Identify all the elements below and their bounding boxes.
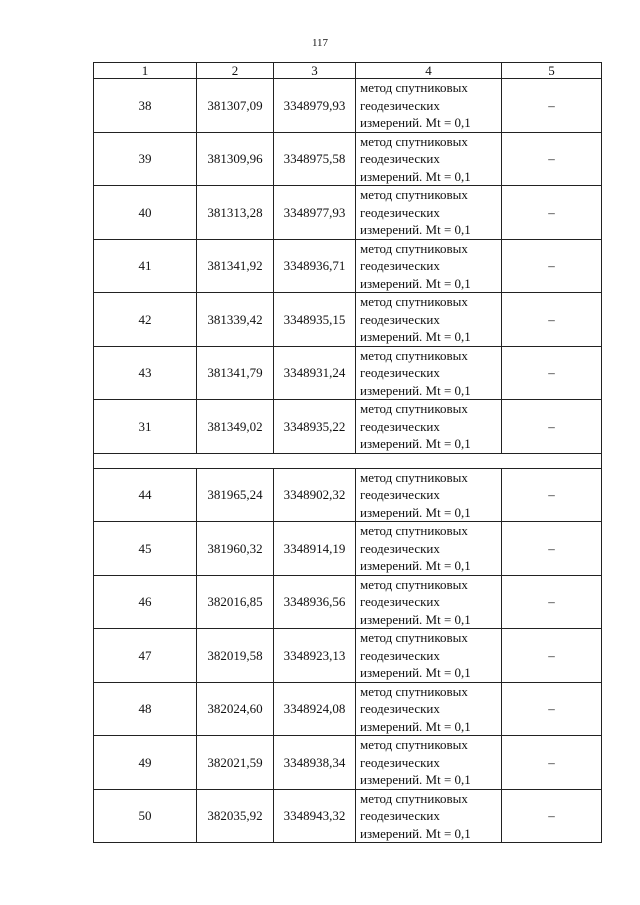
- method-cell: [356, 522, 502, 576]
- y-coordinate-cell: 3348931,24: [274, 346, 356, 400]
- method-line: измерений. Mt = 0,1: [360, 504, 471, 520]
- method-line: метод спутниковых: [360, 294, 468, 309]
- coordinates-table-body: [94, 63, 602, 843]
- method-line: геодезических: [360, 754, 440, 770]
- method-line: геодезических: [360, 594, 440, 609]
- method-line: геодезических: [360, 487, 440, 502]
- note-cell: –: [502, 239, 602, 293]
- method-line: метод спутниковых: [360, 401, 468, 416]
- note-cell: –: [502, 186, 602, 240]
- method-cell: [356, 346, 502, 400]
- point-number-cell: 45: [94, 522, 197, 576]
- table-row: [94, 682, 602, 736]
- method-line: измерений. Mt = 0,1: [360, 382, 471, 398]
- point-number-cell: 46: [94, 575, 197, 629]
- x-coordinate-cell: 381965,24: [197, 468, 274, 522]
- table-row: [94, 575, 602, 629]
- table-row: [94, 789, 602, 843]
- y-coordinate-cell: 3348979,93: [274, 79, 356, 133]
- x-coordinate-cell: 382019,58: [197, 629, 274, 683]
- note-cell: –: [502, 522, 602, 576]
- point-number-cell: 40: [94, 186, 197, 240]
- method-line: измерений. Mt = 0,1: [360, 718, 471, 734]
- y-coordinate-cell: 3348924,08: [274, 682, 356, 736]
- coordinates-table: [93, 62, 602, 843]
- note-cell: –: [502, 575, 602, 629]
- method-line: геодезических: [360, 418, 440, 434]
- method-line: измерений. Mt = 0,1: [360, 222, 471, 237]
- x-coordinate-cell: 381313,28: [197, 186, 274, 240]
- point-number-cell: 31: [94, 400, 197, 454]
- method-line: измерений. Mt = 0,1: [360, 825, 471, 841]
- method-cell: [356, 293, 502, 347]
- method-line: геодезических: [360, 647, 440, 663]
- method-line: геодезических: [360, 258, 440, 273]
- method-line: измерений. Mt = 0,1: [360, 275, 471, 291]
- x-coordinate-cell: 381349,02: [197, 400, 274, 454]
- y-coordinate-cell: 3348943,32: [274, 789, 356, 843]
- point-number-cell: 39: [94, 132, 197, 186]
- point-number-cell: 38: [94, 79, 197, 133]
- table-row: [94, 239, 602, 293]
- y-coordinate-cell: 3348977,93: [274, 186, 356, 240]
- column-header-1: 1: [94, 63, 197, 79]
- method-cell: [356, 629, 502, 683]
- y-coordinate-cell: 3348975,58: [274, 132, 356, 186]
- point-number-cell: 48: [94, 682, 197, 736]
- table-row: [94, 346, 602, 400]
- y-coordinate-cell: 3348935,22: [274, 400, 356, 454]
- method-line: геодезических: [360, 701, 440, 716]
- method-line: метод спутниковых: [360, 737, 468, 752]
- column-header-4: 4: [356, 63, 502, 79]
- table-row: [94, 629, 602, 683]
- point-number-cell: 47: [94, 629, 197, 683]
- x-coordinate-cell: 382016,85: [197, 575, 274, 629]
- note-cell: –: [502, 400, 602, 454]
- table-row: [94, 400, 602, 454]
- method-line: измерений. Mt = 0,1: [360, 329, 471, 344]
- method-line: геодезических: [360, 97, 440, 113]
- y-coordinate-cell: 3348914,19: [274, 522, 356, 576]
- method-cell: [356, 186, 502, 240]
- method-line: метод спутниковых: [360, 683, 468, 699]
- method-line: метод спутниковых: [360, 523, 468, 538]
- method-line: измерений. Mt = 0,1: [360, 168, 471, 184]
- x-coordinate-cell: 382024,60: [197, 682, 274, 736]
- table-row: [94, 736, 602, 790]
- method-line: геодезических: [360, 311, 440, 327]
- y-coordinate-cell: 3348936,71: [274, 239, 356, 293]
- x-coordinate-cell: 382035,92: [197, 789, 274, 843]
- group-separator-row: [94, 453, 602, 468]
- point-number-cell: 42: [94, 293, 197, 347]
- point-number-cell: 43: [94, 346, 197, 400]
- point-number-cell: 49: [94, 736, 197, 790]
- point-number-cell: 50: [94, 789, 197, 843]
- x-coordinate-cell: 381307,09: [197, 79, 274, 133]
- table-row: [94, 522, 602, 576]
- y-coordinate-cell: 3348902,32: [274, 468, 356, 522]
- method-line: измерений. Mt = 0,1: [360, 436, 471, 451]
- method-line: геодезических: [360, 151, 440, 166]
- note-cell: –: [502, 132, 602, 186]
- note-cell: –: [502, 682, 602, 736]
- method-line: метод спутниковых: [360, 469, 468, 485]
- y-coordinate-cell: 3348936,56: [274, 575, 356, 629]
- x-coordinate-cell: 382021,59: [197, 736, 274, 790]
- column-header-5: 5: [502, 63, 602, 79]
- method-cell: [356, 736, 502, 790]
- column-header-3: 3: [274, 63, 356, 79]
- table-header-row: [94, 63, 602, 79]
- method-line: метод спутниковых: [360, 576, 468, 592]
- x-coordinate-cell: 381960,32: [197, 522, 274, 576]
- table-row: [94, 132, 602, 186]
- method-cell: [356, 789, 502, 843]
- method-line: метод спутниковых: [360, 80, 468, 95]
- method-line: измерений. Mt = 0,1: [360, 115, 471, 130]
- table-row: [94, 293, 602, 347]
- note-cell: –: [502, 468, 602, 522]
- point-number-cell: 41: [94, 239, 197, 293]
- x-coordinate-cell: 381339,42: [197, 293, 274, 347]
- method-line: геодезических: [360, 365, 440, 380]
- note-cell: –: [502, 346, 602, 400]
- method-line: метод спутниковых: [360, 790, 468, 806]
- x-coordinate-cell: 381341,79: [197, 346, 274, 400]
- y-coordinate-cell: 3348938,34: [274, 736, 356, 790]
- method-cell: [356, 468, 502, 522]
- note-cell: –: [502, 79, 602, 133]
- note-cell: –: [502, 789, 602, 843]
- method-cell: [356, 132, 502, 186]
- method-cell: [356, 682, 502, 736]
- point-number-cell: 44: [94, 468, 197, 522]
- column-header-2: 2: [197, 63, 274, 79]
- method-line: метод спутниковых: [360, 187, 468, 202]
- group-separator-cell: [94, 453, 602, 468]
- page-number: 117: [311, 37, 329, 49]
- method-line: геодезических: [360, 204, 440, 220]
- method-line: метод спутниковых: [360, 133, 468, 149]
- method-cell: [356, 79, 502, 133]
- x-coordinate-cell: 381309,96: [197, 132, 274, 186]
- method-cell: [356, 239, 502, 293]
- method-line: метод спутниковых: [360, 630, 468, 645]
- x-coordinate-cell: 381341,92: [197, 239, 274, 293]
- y-coordinate-cell: 3348935,15: [274, 293, 356, 347]
- method-line: измерений. Mt = 0,1: [360, 665, 471, 680]
- method-line: геодезических: [360, 540, 440, 556]
- method-line: метод спутниковых: [360, 347, 468, 363]
- note-cell: –: [502, 629, 602, 683]
- note-cell: –: [502, 293, 602, 347]
- method-line: геодезических: [360, 808, 440, 823]
- y-coordinate-cell: 3348923,13: [274, 629, 356, 683]
- method-cell: [356, 575, 502, 629]
- table-row: [94, 79, 602, 133]
- method-line: метод спутниковых: [360, 240, 468, 256]
- method-line: измерений. Mt = 0,1: [360, 772, 471, 787]
- method-cell: [356, 400, 502, 454]
- table-row: [94, 468, 602, 522]
- method-line: измерений. Mt = 0,1: [360, 558, 471, 573]
- table-row: [94, 186, 602, 240]
- note-cell: –: [502, 736, 602, 790]
- method-line: измерений. Mt = 0,1: [360, 611, 471, 627]
